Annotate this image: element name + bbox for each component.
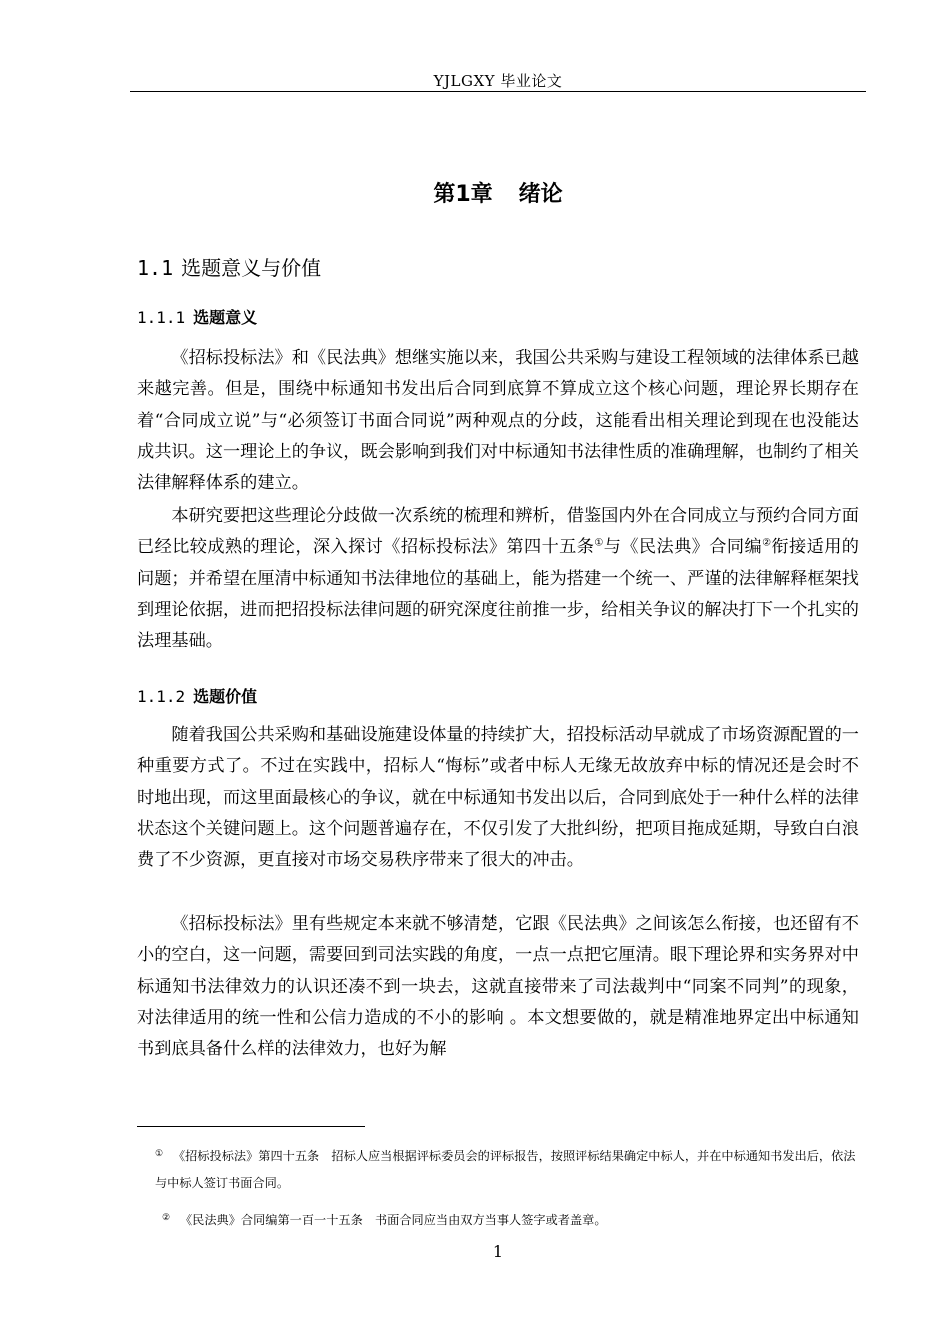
section-heading-1-1 <box>137 252 321 281</box>
footnote-mark: ② <box>162 1213 171 1223</box>
section-number: 1.1.2 <box>137 687 186 706</box>
footnote-text: 《民法典》合同编第一百一十五条 书面合同应当由双方当事人签字或者盖章。 <box>180 1213 607 1227</box>
footnote-1 <box>155 1143 860 1197</box>
chapter-title <box>130 177 866 208</box>
section-title: 选题意义与价值 <box>181 256 322 280</box>
section-heading-1-1-1 <box>137 305 257 328</box>
page-number: 1 <box>492 1242 504 1261</box>
footnote-ref-1[interactable]: ① <box>594 537 604 549</box>
paragraph-2-part-c: 衔接适用的问题；并希望在厘清中标通知书法律地位的基础上，能为搭建一个统一、严谨的法律解释框架找到理论依据，进而把招投标法律问题的研究深度往前推一步，给相关争议的解决打下一个扎实的法理基础。 <box>137 537 859 652</box>
header-divider <box>130 91 866 92</box>
footnote-divider <box>137 1126 365 1127</box>
paragraph-2 <box>137 501 859 657</box>
footnote-text: 《招标投标法》第四十五条 招标人应当根据评标委员会的评标报告，按照评标结果确定中标人，并在中标通知书发出后，依法与中标人签订书面合同。 <box>155 1149 856 1190</box>
running-header: YJLGXY 毕业论文 <box>433 72 563 90</box>
paragraph-2-part-b: 与《民法典》合同编 <box>603 537 763 558</box>
footnote-2 <box>162 1207 862 1234</box>
section-title: 选题意义 <box>193 308 258 327</box>
section-title: 选题价值 <box>193 687 258 706</box>
paragraph-3: 随着我国公共采购和基础设施建设体量的持续扩大，招投标活动早就成了市场资源配置的一种重要方式了。不过在实践中，招标人“悔标”或者中标人无缘无故放弃中标的情况还是会时不时地出现，而这里面最核心的争议，就在中标通知书发出以后，合同到底处于一种什么样的法律状态这个关键问题上。这个问题普遍存在，不仅引发了大批纠纷，把项目拖成延期，导致白白浪费了不少资源，更直接对市场交易秩序带来了很大的冲击。 <box>137 725 859 871</box>
section-heading-1-1-2 <box>137 684 257 707</box>
chapter-number: 第1章 <box>433 182 493 207</box>
section-number: 1.1.1 <box>137 308 186 327</box>
paragraph-2-part-a: 本研究要把这些理论分歧做一次系统的梳理和辨析，借鉴国内外在合同成立与预约合同方面已经比较成熟的理论，深入探讨《招标投标法》第四十五条 <box>137 506 859 558</box>
paragraph-4: 《招标投标法》里有些规定本来就不够清楚，它跟《民法典》之间该怎么衔接，也还留有不小的空白，这一问题，需要回到司法实践的角度，一点一点把它厘清。眼下理论界和实务界对中标通知书法律效力的认识还凑不到一块去，这就直接带来了司法裁判中“同案不同判”的现象，对法律适用的统一性和公信力造成的不小的影响 。本文想要做的，就是精准地界定出中标通知书到底具备什么样的法律效力，也好为解 <box>137 914 859 1060</box>
footnote-mark: ① <box>155 1149 164 1159</box>
chapter-name: 绪论 <box>518 182 563 207</box>
paragraph-1: 《招标投标法》和《民法典》想继实施以来，我国公共采购与建设工程领域的法律体系已越来越完善。但是，围绕中标通知书发出后合同到底算不算成立这个核心问题，理论界长期存在着“合同成立说”与“必须签订书面合同说”两种观点的分歧，这能看出相关理论到现在也没能达成共识。这一理论上的争议，既会影响到我们对中标通知书法律性质的准确理解，也制约了相关法律解释体系的建立。 <box>137 348 859 494</box>
footnote-ref-2[interactable]: ② <box>762 537 772 549</box>
section-number: 1.1 <box>137 256 174 280</box>
